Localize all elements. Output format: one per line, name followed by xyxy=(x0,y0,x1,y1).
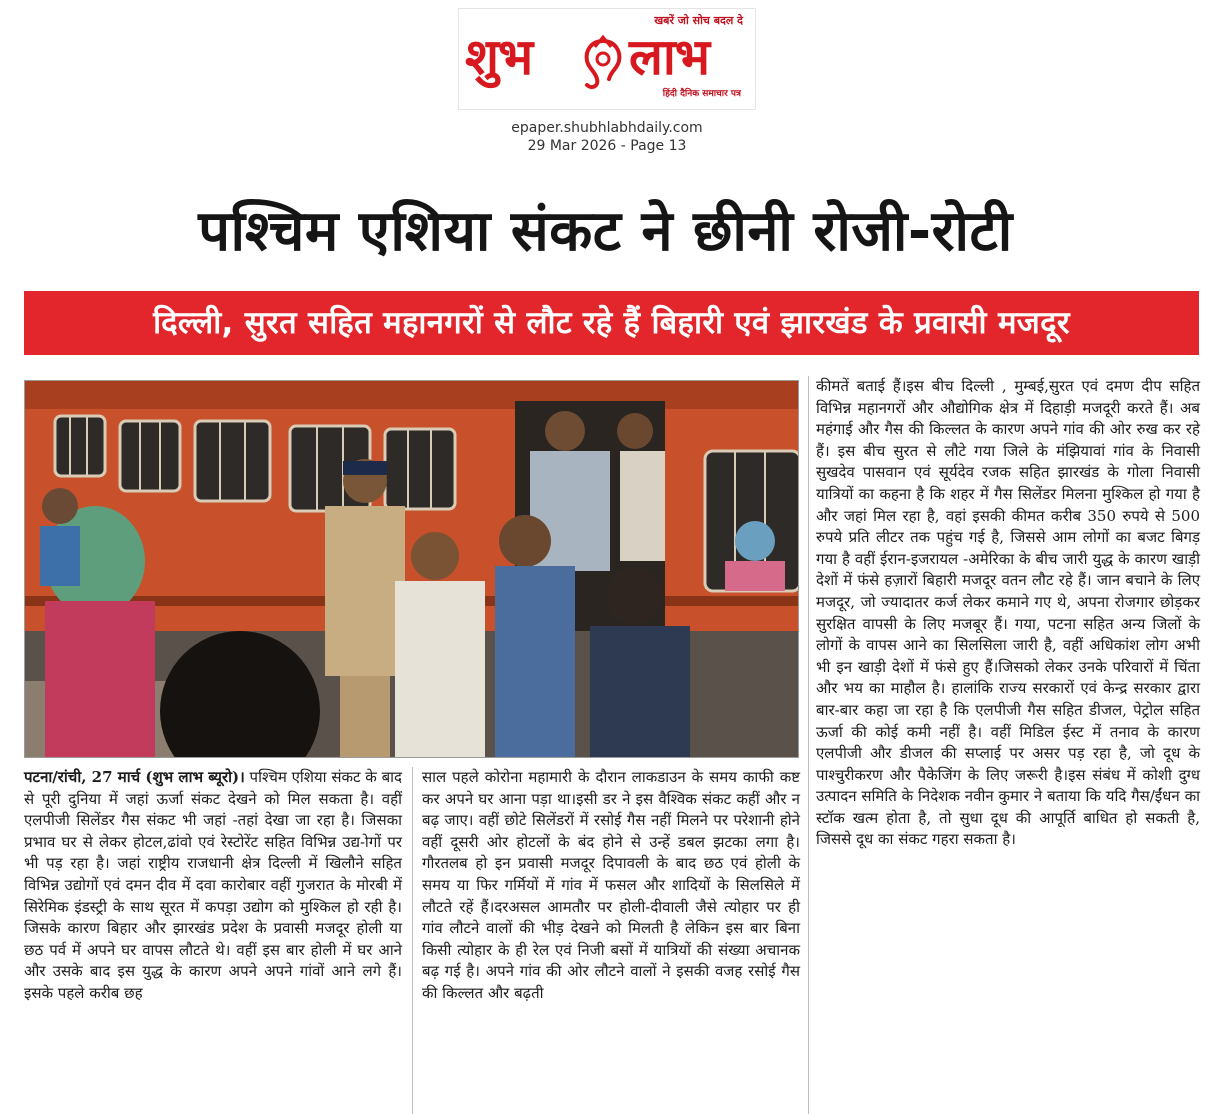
logo-word-right: लाभ xyxy=(629,28,709,86)
article-column-2-text: साल पहले कोरोना महामारी के दौरान लाकडाउन के समय काफी कष्ट कर अपने घर आना पड़ा था।इसी डर ने इस वैश्विक संकट कहीं और न बढ़ जाए। वहीं छोटे सिलेंडरों में रसोई गैस नहीं मिलने पर परेशानी होने वहीं दूसरी ओर होटलों के बंद होने से उन्हें डबल झटका लगा है। गौरतलब हो इन प्रवासी मजदूर दिपावली के बाद छठ एवं होली के समय या फिर गर्मियों में गांव में फसल और शादियों के सिलसिले में लौटते रहें हैं।दरअसल आमतौर पर होली-दीवाली जैसे त्योहार पर ही गांव लौटने वालों की भीड़ देखने को मिलती है लेकिन इस बार बिना किसी त्योहार के ही रेल एवं निजी बसों में यात्रियों की संख्या अचानक बढ़ गई है। अपने गांव की ओर लौटने वालों ने इसकी वजह रसोई गैस की किल्लत और बढ़ती xyxy=(422,768,800,1002)
ganesha-emblem-icon xyxy=(577,35,629,91)
article-headline: पश्चिम एशिया संकट ने छीनी रोजी-रोटी xyxy=(198,199,1013,264)
masthead-logo-box xyxy=(458,8,756,110)
article-column-2 xyxy=(422,767,800,1005)
article-dateline: पटना/रांची, 27 मार्च (शुभ लाभ ब्यूरो)। xyxy=(24,768,245,786)
article-column-3 xyxy=(816,376,1200,851)
logo-word-left: शुभ xyxy=(465,28,533,86)
train-migrants-illustration xyxy=(25,381,799,758)
source-date-page: 29 Mar 2026 - Page 13 xyxy=(527,138,687,154)
masthead-subtag: हिंदी दैनिक समाचार पत्र xyxy=(662,89,741,99)
source-url[interactable]: epaper.shubhlabhdaily.com xyxy=(511,120,703,136)
masthead-tagline: खबरें जो सोच बदल दे xyxy=(654,14,743,27)
article-column-1 xyxy=(24,767,402,1005)
source-info xyxy=(458,119,756,155)
column-divider-bottom xyxy=(412,767,413,1114)
article-column-1-text: पश्चिम एशिया संकट के बाद से पूरी दुनिया में जहां ऊर्जा संकट देखने को मिल सकता है। वहीं एलपीजी सिलेंडर गैस संकट भी जहां -तहां देखा जा रहा है। जिसका प्रभाव घर से लेकर होटल,ढांवो एवं रेस्टोरेंट सहित विभिन्न उद्य-ोगों पर भी पड़ रहा है। जहां राष्ट्रीय राजधानी क्षेत्र दिल्ली में खिलौने सहित विभिन्न उद्योगों एवं दमन दीव में दवा कारोबार वहीं गुजरात के मोरबी में सिरेमिक इंडस्ट्री के साथ सूरत में कपड़ा उद्योग को मुश्किल हो रही है। जिसके कारण बिहार और झारखंड प्रदेश के प्रवासी मजदूर होली या छठ पर्व में अपने घर वापस लौटते थे। वहीं इस बार होली में घर आने और उसके बाद इस युद्ध के कारण अपने अपने गांवों आने लगे हैं। इसके पहले करीब छह xyxy=(24,768,403,1002)
article-photo xyxy=(24,380,799,758)
article-column-3-text: कीमतें बताई हैं।इस बीच दिल्ली , मुम्बई,सुरत एवं दमण दीप सहित विभिन्न महानगरों और औद्योगिक क्षेत्र में दिहाड़ी मजदूरी करते हैं। अब महंगाई और गैस की किल्लत के कारण अपने गांव की ओर रुख कर रहे हैं। इस बीच सुरत से लौटे गया जिले के मंझियावां गांव के निवासी सुखदेव पासवान एवं सूर्यदेव रजक सहित झारखंड के गोला निवासी यात्रियों का कहना है कि शहर में गैस सिलेंडर मिलना मुश्किल हो गया है और जहां मिल रहा है, वहां इसकी कीमत करीब 350 रुपये से 500 रुपये प्रति लीटर तक पहुंच गई है, जिससे आम लोगों का बजट बिगड़ गया है वहीं ईरान-इजरायल -अमेरिका के बीच जारी युद्ध के कारण खाड़ी देशों में फंसे हज़ारों बिहारी मजदूर वतन लौट रहे हैं। जान बचाने के लिए मजदूर, जो ज्यादातर कर्ज लेकर कमाने गए थे, अपना रोजगार छोड़कर सुरक्षित वापसी के लिए मजबूर हैं। गया, पटना सहित अन्य जिलों के लोगों के वापस आने का सिलसिला जारी है, वहीं अधिकांश लोग अभी भी इन खाड़ी देशों में फंसे हुए हैं।जिसको लेकर उनके परिवारों में चिंता और भय का माहौल है। हालांकि राज्य सरकारों एवं केन्द्र सरकार द्वारा बार-बार कहा जा रहा है कि एलपीजी गैस सहित डीजल, पेट्रोल सहित ऊर्जा की कोई कमी नहीं है। वहीं मिडिल ईस्ट में तनाव के कारण एलपीजी और डीजल की सप्लाई पर असर पड़ रहा है, जो दूध के पाश्चुरीकरण और पैकेजिंग के लिए जरूरी है।इस संबंध में कोशी दुग्ध उत्पादन समिति के निदेशक नवीन कुमार ने बताया कि यदि गैस/ईंधन का स्टॉक खत्म होता है, तो सुधा दूध की आपूर्ति बाधित हो सकती है, जिससे दूध का संकट गहरा सकता है। xyxy=(816,377,1200,849)
column-divider-right xyxy=(808,376,809,1114)
article-subheadline: दिल्ली, सुरत सहित महानगरों से लौट रहे हैं बिहारी एवं झारखंड के प्रवासी मजदूर xyxy=(24,291,1199,355)
